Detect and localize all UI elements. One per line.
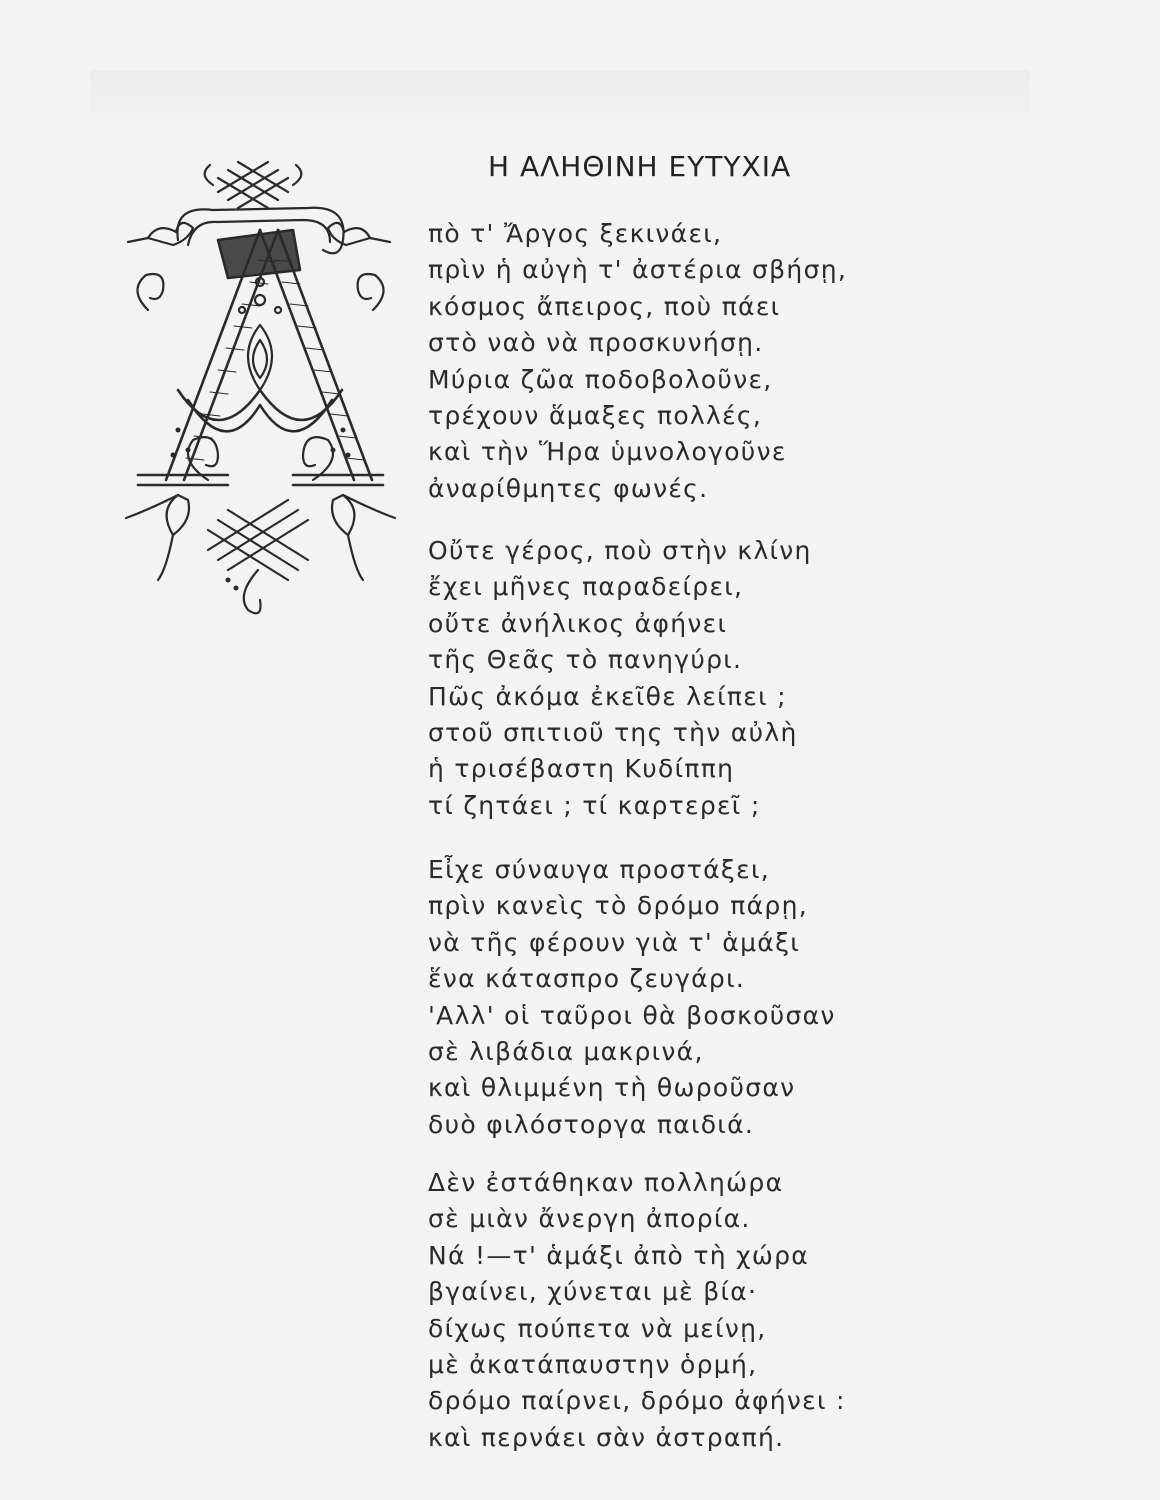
curl-left-top	[137, 274, 163, 310]
poem-line: ἕνα κάτασπρο ζευγάρι.	[428, 964, 746, 994]
poem-line: Μύρια ζῶα ποδοβολοῦνε,	[428, 364, 773, 394]
poem-line: πρὶν ἡ αὐγὴ τ' ἀστέρια σβήσῃ,	[428, 255, 848, 285]
poem-line: κόσμος ἄπειρος, ποὺ πάει	[428, 291, 781, 321]
poem-line: μὲ ἀκατάπαυστην ὁρμή,	[428, 1349, 758, 1379]
poem-line: δυὸ φιλόστοργα παιδιά.	[428, 1109, 755, 1139]
flame-motif	[239, 278, 281, 390]
poem-line: τί ζητάει ; τί καρτερεῖ ;	[428, 790, 761, 820]
tulip-top-right	[328, 223, 370, 245]
page-header-bleed	[90, 70, 1030, 130]
stanza-1	[428, 216, 847, 507]
poem-line: Πῶς ἀκόμα ἐκεῖθε λείπει ;	[428, 681, 787, 711]
decorative-dots	[171, 428, 351, 591]
poem-line: ἀναρίθμητες φωνές.	[428, 473, 709, 503]
stanza-2	[428, 533, 812, 824]
poem-line: σὲ λιβάδια μακρινά,	[428, 1036, 704, 1066]
stanza-3	[428, 852, 836, 1143]
curl-right-bottom	[303, 437, 333, 480]
poem-line: πὸ τ' Ἄργος ξεκινάει,	[428, 219, 723, 248]
poem-line: πρὶν κανεὶς τὸ δρόμο πάρῃ,	[428, 891, 808, 921]
letter-a-strokes	[138, 230, 383, 485]
poem-line: Δὲν ἐστάθηκαν πολληώρα	[428, 1168, 784, 1197]
letter-hatching	[186, 260, 364, 460]
poem-line: βγαίνει, χύνεται μὲ βία·	[428, 1277, 758, 1307]
poem-line: στὸ ναὸ νὰ προσκυνήσῃ.	[428, 328, 764, 358]
poem-line: νὰ τῆς φέρουν γιὰ τ' ἁμάξι	[428, 927, 801, 957]
tulip-top-left	[148, 223, 193, 245]
tulip-bottom-right	[332, 495, 354, 535]
poem-line: Οὔτε γέρος, ποὺ στὴν κλίνη	[428, 536, 812, 565]
curl-right-top	[358, 274, 384, 310]
poem-line: οὔτε ἀνήλικος ἀφήνει	[428, 608, 728, 638]
top-knot-ornament	[205, 162, 302, 208]
poem-line: ἡ τρισέβαστη Κυδίππη	[428, 754, 735, 784]
stanza-4	[428, 1165, 846, 1456]
poem-line: καὶ θλιμμένη τὴ θωροῦσαν	[428, 1073, 796, 1103]
poem-line: 'Αλλ' οἱ ταῦροι θὰ βοσκοῦσαν	[428, 1000, 836, 1030]
poem-line: Νά !—τ' ἁμάξι ἀπὸ τὴ χώρα	[428, 1240, 810, 1270]
poem-line: τρέχουν ἅμαξες πολλές,	[428, 400, 763, 430]
poem-line: δρόμο παίρνει, δρόμο ἀφήνει :	[428, 1386, 846, 1416]
poem-line: καὶ περνάει σὰν ἀστραπή.	[428, 1422, 785, 1452]
poem-line: δίχως πούπετα νὰ μείνῃ,	[428, 1313, 767, 1343]
poem-line: καὶ τὴν Ἥρα ὑμνολογοῦνε	[428, 437, 787, 467]
poem-line: ἔχει μῆνες παραδείρει,	[428, 572, 744, 602]
tulip-bottom-left	[167, 495, 189, 535]
poem-line: τῆς Θεᾶς τὸ πανηγύρι.	[428, 645, 743, 675]
poem-line: Εἶχε σύναυγα προστάξει,	[428, 855, 770, 884]
poem-line: σὲ μιὰν ἄνεργη ἀπορία.	[428, 1204, 751, 1234]
ornamental-initial-letter	[118, 150, 403, 620]
poem-title: Η ΑΛΗΘΙΝΗ ΕΥΤΥΧΙΑ	[488, 150, 792, 183]
poem-line: στοῦ σπιτιοῦ της τὴν αὐλὴ	[428, 717, 798, 747]
bottom-knot-ornament	[208, 500, 308, 613]
